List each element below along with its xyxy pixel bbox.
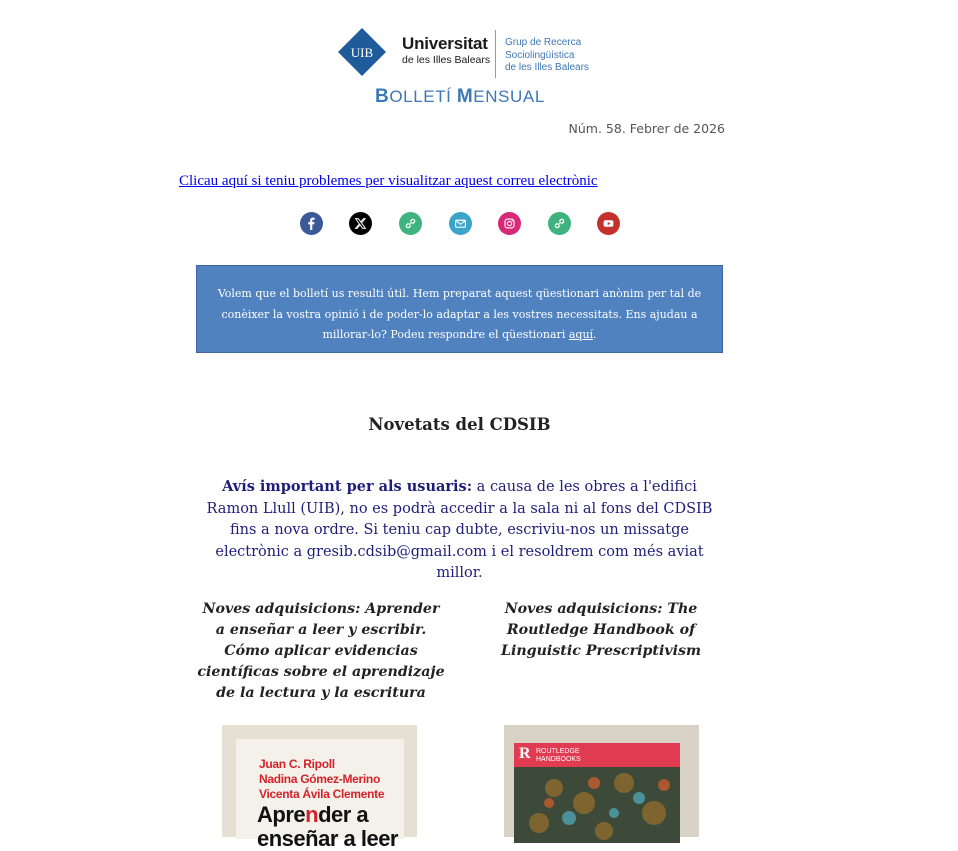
survey-link[interactable]: aquí <box>568 328 594 341</box>
university-subtitle: de les Illes Balears <box>402 54 491 66</box>
youtube-icon[interactable] <box>597 212 620 235</box>
important-notice <box>196 476 723 585</box>
survey-text: Volem que el bolletí us resulti útil. Hem preparat aquest qüestionari anònim per tal de conèixer la vostra opinió i de poder-lo adaptar a les vostres necessitats. Ens ajudau a millorar-lo? Podeu respondre el qüestionari aquí. <box>217 287 702 341</box>
uib-logo <box>338 28 598 80</box>
research-group-name: Grup de Recerca Sociolingüística de les Illes Balears <box>505 37 589 73</box>
section-title: Novetats del CDSIB <box>368 415 551 434</box>
acquisition-title-left[interactable]: Noves adquisicions: Aprender a enseñar a leer y escribir. Cómo aplicar evidencias científicas sobre el aprendizaje de la lectura y la escritura <box>197 601 445 701</box>
instagram-icon[interactable] <box>498 212 521 235</box>
notice-text: a causa de les obres a l'edifici Ramon Llull (UIB), no es podrà accedir a la sala ni al fons del CDSIB fins a nova ordre. Si teniu cap dubte, escriviu-nos un missatge electrònic a gresib.cdsib@gmail.com i el resoldrem com més aviat millor. <box>206 479 713 581</box>
link-icon[interactable] <box>399 212 422 235</box>
notice-label: Avís important per als usuaris: <box>222 478 473 495</box>
view-in-browser-link[interactable]: Clicau aquí si teniu problemes per visualitzar aquest correu electrònic <box>179 173 598 189</box>
bulletin-title: BOLLETÍ MENSUAL <box>375 86 545 107</box>
cover-author: Nadina Gómez-Merino <box>259 772 380 786</box>
logo-divider <box>495 30 496 78</box>
social-links <box>300 212 630 236</box>
uib-diamond-icon <box>338 28 386 76</box>
facebook-icon[interactable] <box>300 212 323 235</box>
cover-title: Aprender a enseñar a leer <box>257 802 398 851</box>
university-name: Universitat <box>402 34 488 53</box>
cover-author: Juan C. Ripoll <box>259 757 335 771</box>
x-icon[interactable] <box>349 212 372 235</box>
acquisition-title-right[interactable]: Noves adquisicions: The Routledge Handbook of Linguistic Prescriptivism <box>501 601 701 659</box>
book-cover-left[interactable] <box>222 725 417 851</box>
cover-series: ROUTLEDGE HANDBOOKS <box>536 748 581 763</box>
email-icon[interactable] <box>449 212 472 235</box>
link-icon[interactable] <box>548 212 571 235</box>
survey-banner <box>196 265 723 353</box>
book-cover-right[interactable] <box>504 725 699 837</box>
svg-text:UIB: UIB <box>350 45 374 60</box>
cover-author: Vicenta Ávila Clemente <box>259 787 385 801</box>
issue-number: Núm. 58. Febrer de 2026 <box>568 121 725 136</box>
routledge-logo: R <box>519 745 531 762</box>
